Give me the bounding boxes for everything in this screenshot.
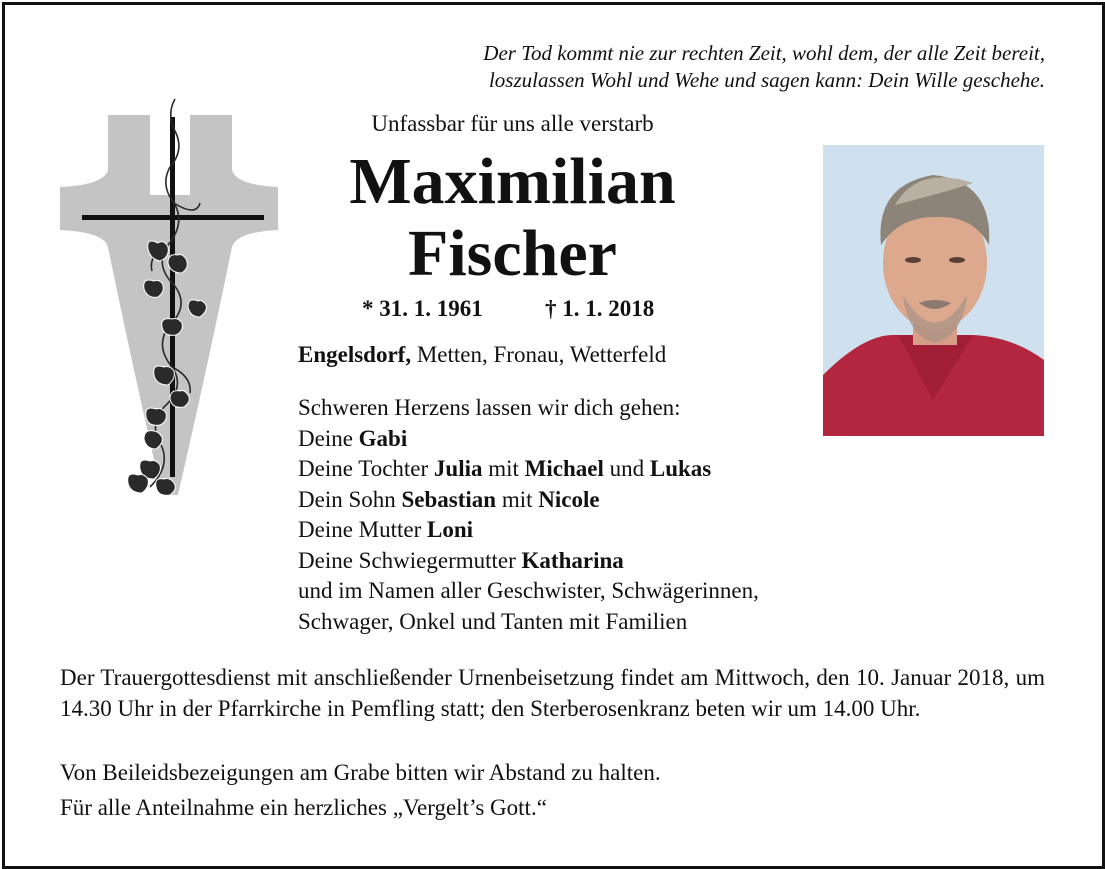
mourner-line: Dein Sohn Sebastian mit Nicole [298,486,600,512]
mourner-name: Lukas [649,456,712,481]
deceased-first-name: Maximilian [349,145,676,218]
mourner-line: Deine Schwiegermutter Katharina [298,547,624,573]
mourner-name: Nicole [538,486,600,512]
mourner-name: Gabi [358,425,408,451]
mourner-name: Julia [433,456,483,481]
mourner-line: Deine Gabi [298,425,408,451]
motto-verse [300,40,1045,94]
motto-line: loszulassen Wohl und Wehe und sagen kann: Dein Wille geschehe. [488,68,1045,92]
mourner-name: Sebastian [401,486,497,512]
mourners-heading: Schweren Herzens lassen wir dich gehen: [298,395,681,420]
mourner-line: und im Namen aller Geschwister, Schwägerinnen, [298,578,759,603]
mourner-line: Deine Mutter Loni [298,517,474,542]
cross-beam-icon [82,215,264,220]
place-others: Metten, Fronau, Wetterfeld [411,342,667,367]
black-cross-icon [170,117,175,477]
mourner-line: Deine Tochter Julia mit Michael und Lukas [298,456,712,481]
mourner-name: Katharina [521,547,624,573]
intro-text: Unfassbar für uns alle verstarb [371,111,654,136]
death-date: † 1. 1. 2018 [545,296,655,321]
birth-date: * 31. 1. 1961 [362,296,483,321]
mourners-list [298,393,759,637]
motto-line: Der Tod kommt nie zur rechten Zeit, wohl dem, der alle Zeit bereit, [483,41,1045,65]
deceased-last-name: Fischer [408,217,617,290]
place-main: Engelsdorf, [298,342,412,367]
portrait-photo [823,145,1044,436]
mourner-name: Michael [524,456,604,481]
condolence-request: Von Beileidsbezeigungen am Grabe bitten wir Abstand zu halten. [60,760,661,785]
grey-cross-icon [60,115,278,495]
thanks-line: Für alle Anteilnahme ein herzliches „Vergelt’s Gott.“ [60,795,547,820]
mourner-line: Schwager, Onkel und Tanten mit Familien [298,608,688,634]
service-announcement: Der Trauergottesdienst mit anschließender Urnenbeisetzung findet am Mittwoch, den 10. Januar 2018, um 14.30 Uhr in der Pfarrkirche in Pemfling statt; den Sterberosenkranz beten wir um 14.00 Uhr. [60,665,1045,721]
mourner-name: Loni [427,517,474,542]
places-line [298,342,666,368]
cross-with-ivy-icon [50,95,290,515]
